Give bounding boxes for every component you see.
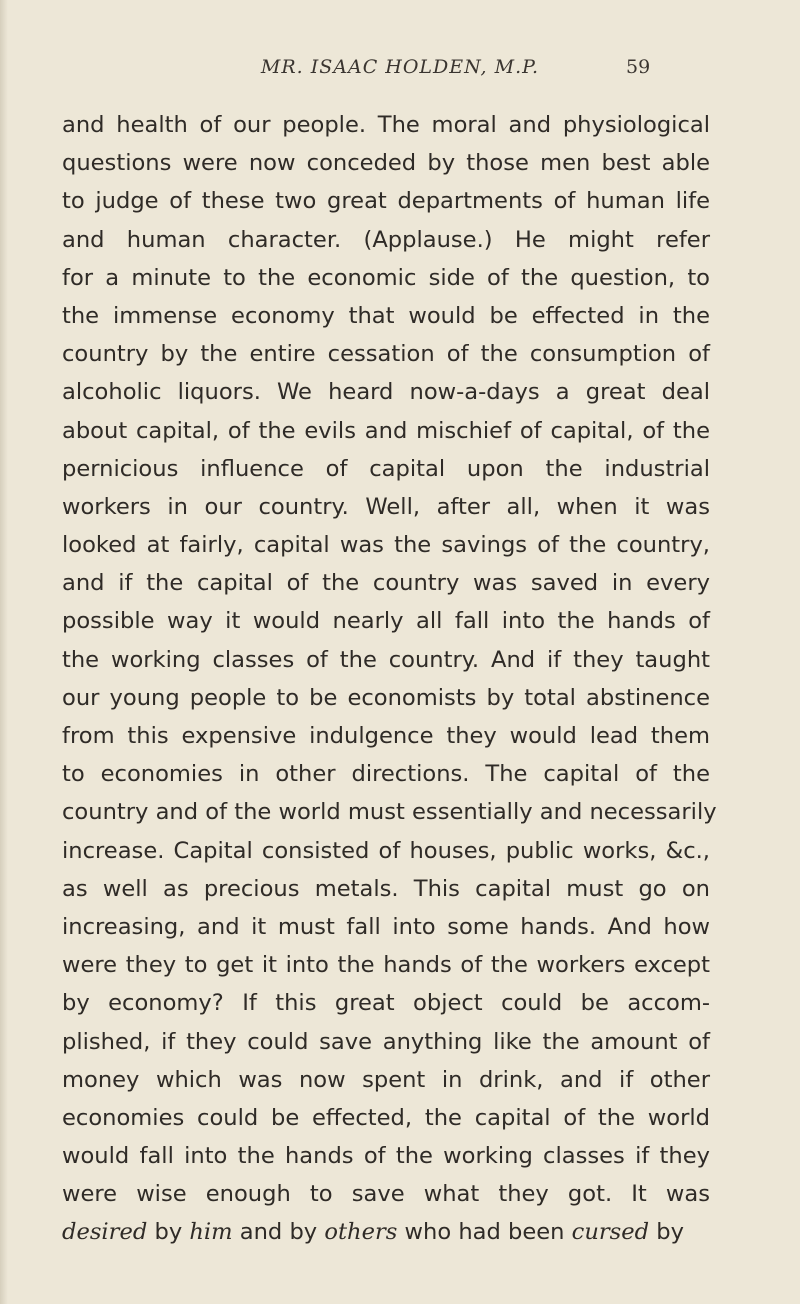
body-text [62, 106, 717, 1252]
text-line: to economies in other directions. The capital of the [62, 761, 710, 788]
text-line: and human character. (Applause.) He might refer [62, 226, 710, 253]
text-line: economies could be effected, the capital of the world [62, 1104, 710, 1131]
italic-word: others [324, 1219, 398, 1246]
text-line: our young people to be economists by total abstinence [62, 684, 710, 711]
text-run: by [649, 1219, 685, 1246]
page-edge-shadow [0, 0, 8, 1304]
text-line: were wise enough to save what they got. It was [62, 1181, 710, 1208]
text-line: by economy? If this great object could be accom- [62, 990, 710, 1017]
text-run: by [147, 1219, 190, 1246]
text-line: country by the entire cessation of the consumption of [62, 341, 710, 368]
text-line: the working classes of the country. And if they taught [62, 646, 710, 673]
text-line: questions were now conceded by those men best able [62, 150, 710, 177]
text-line: for a minute to the economic side of the question, to [62, 264, 710, 291]
text-line: pernicious influence of capital upon the industrial [62, 455, 710, 482]
text-run: who had been [397, 1219, 572, 1246]
italic-word: him [189, 1219, 233, 1246]
text-line: workers in our country. Well, after all, when it was [62, 493, 710, 520]
running-head: MR. ISAAC HOLDEN, M.P. [260, 56, 540, 78]
text-line: looked at fairly, capital was the savings of the country, [62, 532, 710, 559]
text-line: country and of the world must essentially and necessarily [62, 799, 717, 826]
text-line: money which was now spent in drink, and if other [62, 1066, 710, 1093]
italic-word: cursed [571, 1219, 650, 1246]
text-line: and if the capital of the country was saved in every [62, 570, 710, 597]
text-line: increase. Capital consisted of houses, public works, &c., [62, 837, 710, 864]
text-line: as well as precious metals. This capital must go on [62, 875, 710, 902]
text-line: the immense economy that would be effected in the [62, 302, 710, 329]
page-number: 59 [626, 56, 651, 78]
italic-word: desired [62, 1219, 148, 1246]
text-line: possible way it would nearly all fall into the hands of [62, 608, 710, 635]
text-line: were they to get it into the hands of the workers except [62, 952, 710, 979]
text-line: plished, if they could save anything like the amount of [62, 1028, 710, 1055]
text-line: and health of our people. The moral and physiological [62, 112, 710, 138]
text-line: from this expensive indulgence they would lead them [62, 723, 710, 749]
text-line: increasing, and it must fall into some hands. And how [62, 913, 710, 940]
text-line: to judge of these two great departments of human life [62, 188, 710, 215]
text-line: about capital, of the evils and mischief of capital, of the [62, 417, 710, 444]
text-run: and by [232, 1219, 325, 1246]
text-line-final [62, 1213, 710, 1251]
text-line: alcoholic liquors. We heard now-a-days a great deal [62, 379, 710, 406]
text-line: would fall into the hands of the working classes if they [62, 1143, 710, 1170]
